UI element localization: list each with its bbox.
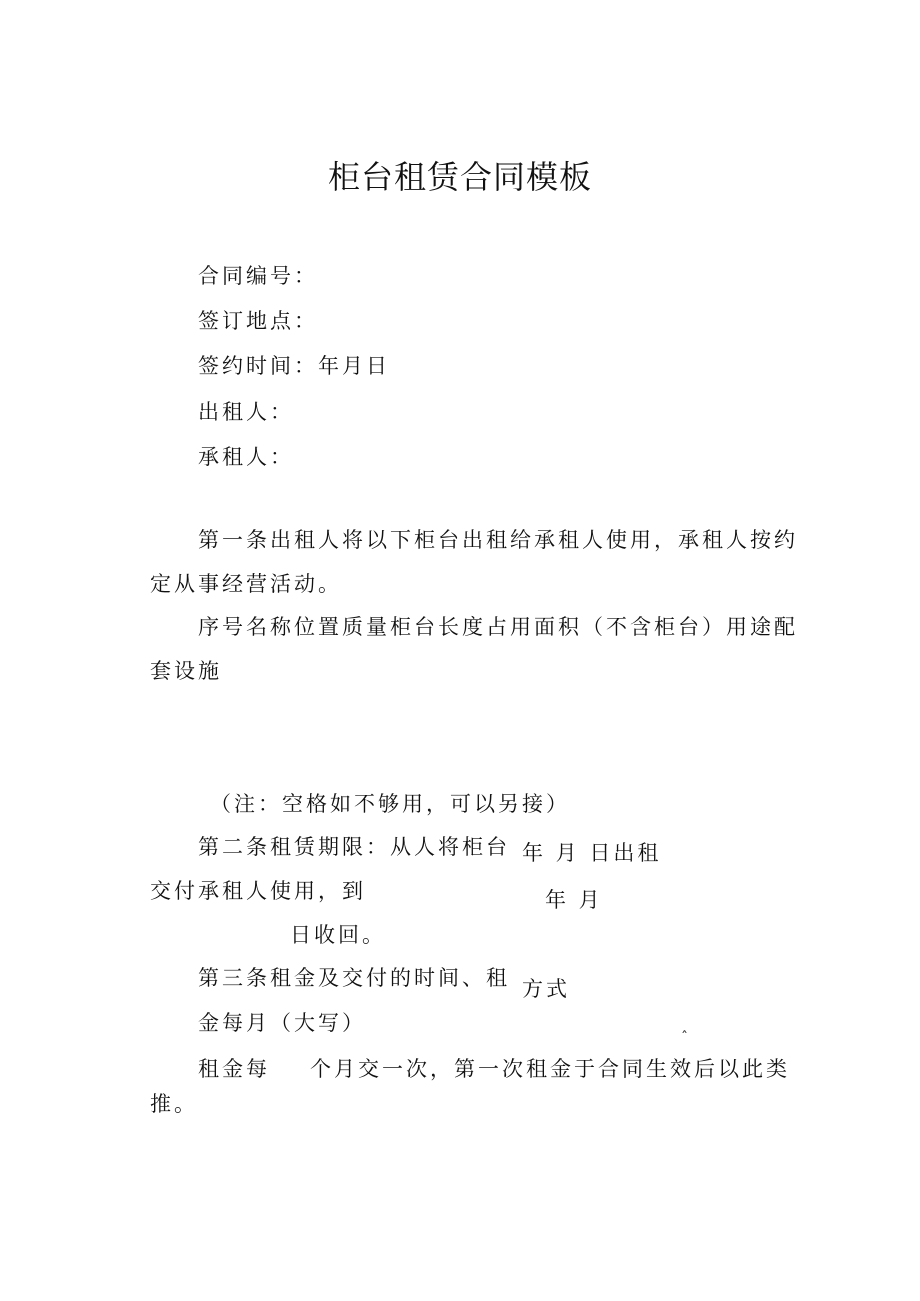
rent-payment-line2: 推。: [150, 1092, 198, 1116]
article1-line1: 第一条出租人将以下柜台出租给承租人使用，承租人按约: [198, 528, 798, 552]
document-title: 柜台租赁合同模板: [327, 158, 592, 196]
article3-line2: 金每月（大写）: [198, 1011, 366, 1035]
article2-part1: 第二条租赁期限：从人将柜台: [198, 835, 510, 859]
signing-place-field: 签订地点：: [198, 309, 318, 333]
table-header-line1: 序号名称位置质量柜台长度占用面积（不含柜台）用途配: [198, 615, 798, 639]
article3-part2: 方式: [522, 977, 570, 1001]
article3-part1: 第三条租金及交付的时间、租: [198, 966, 510, 990]
article2-part2: 交付承租人使用，到: [150, 879, 366, 903]
note-text: （注：空格如不够用，可以另接）: [210, 792, 570, 816]
lessor-field: 出租人：: [198, 400, 294, 424]
article2-part3: 日收回。: [290, 923, 386, 947]
table-header-line2: 套设施: [150, 659, 222, 683]
article2-date2: 年 月: [545, 888, 603, 912]
rent-payment-suffix: 个月交一次，第一次租金于合同生效后以此类: [310, 1057, 790, 1081]
caret-mark: ˆ: [681, 1030, 688, 1046]
rent-payment-prefix: 租金每: [198, 1057, 270, 1081]
contract-number-field: 合同编号：: [198, 264, 318, 288]
article1-line2: 定从事经营活动。: [150, 572, 342, 596]
article2-date1: 年 月 日出租: [522, 841, 662, 865]
signing-date-field: 签约时间：年月日: [198, 354, 390, 378]
lessee-field: 承租人：: [198, 445, 294, 469]
